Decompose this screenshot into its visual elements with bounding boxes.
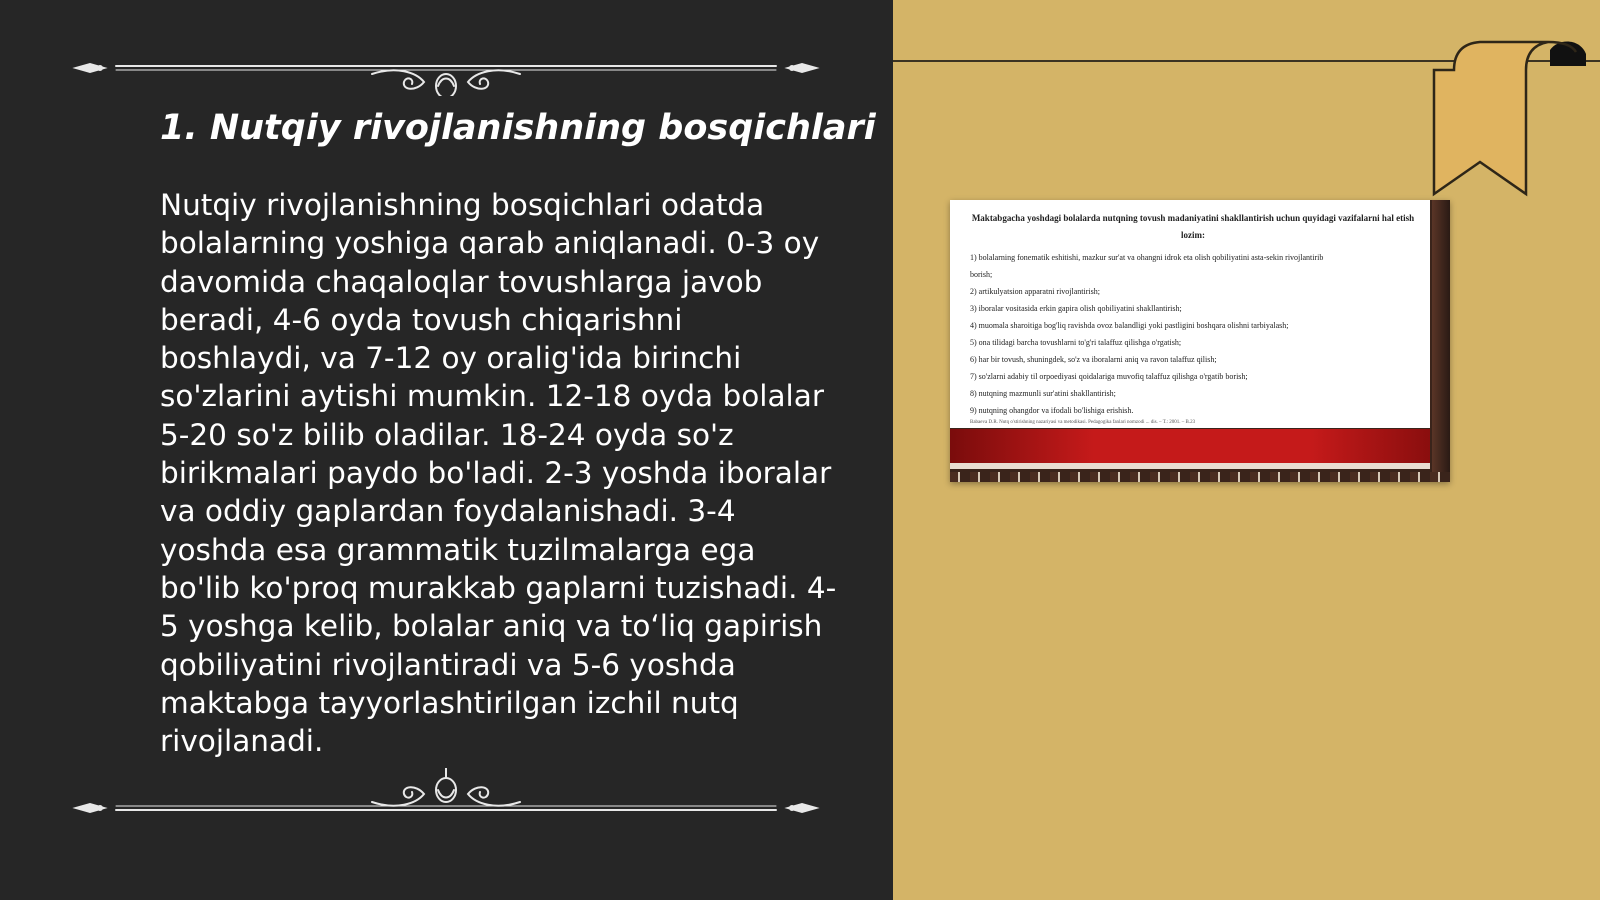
picture-frame-bottom — [950, 472, 1450, 482]
document-source-note: Babaeva D.R. Nutq o'stirishning nazariyasi va metodikasi. Pedagogika fanlari nomzodi ... dis. – T.: 2001. – B.23 — [970, 420, 1196, 425]
document-image — [950, 200, 1450, 482]
banner-bottom-edge — [950, 463, 1430, 469]
picture-frame-edge — [1432, 200, 1450, 482]
document-heading: Maktabgacha yoshdagi bolalarda nutqning tovush madaniyatini shakllantirish uchun quyidagi vazifalarni hal etish lozim: — [971, 213, 1415, 240]
document-page — [950, 200, 1430, 428]
document-list-item: 9) nutqning ohangdor va ifodali bo'lishiga erishish. — [970, 406, 1134, 415]
document-list-item: 7) so'zlarni adabiy til orpoediyasi qoidalariga muvofiq talaffuz qilishga o'rgatib borish; — [970, 372, 1248, 381]
red-banner-stripe — [950, 429, 1430, 463]
document-list-item: 6) har bir tovush, shuningdek, so'z va iboralarni aniq va ravon talaffuz qilish; — [970, 355, 1217, 364]
document-list-item: borish; — [970, 270, 993, 279]
bookmark-ribbon-icon — [1430, 36, 1590, 198]
document-list-item: 1) bolalarning fonematik eshitishi, mazkur sur'at va ohangni idrok eta olish qobiliyatini asta-sekin rivojlantirib — [970, 253, 1324, 262]
document-list-item: 8) nutqning mazmunli sur'atini shakllantirish; — [970, 389, 1116, 398]
document-list-item: 5) ona tilidagi barcha tovushlarni to'g'ri talaffuz qilishga o'rgatish; — [970, 338, 1182, 347]
document-list-item: 3) iboralar vositasida erkin gapira olish qobiliyatini shakllantirish; — [970, 304, 1182, 313]
ornament-divider-bottom-icon — [66, 768, 826, 828]
document-list-item: 2) artikulyatsion apparatni rivojlantirish; — [970, 287, 1100, 296]
document-task-list — [970, 249, 1416, 419]
slide-title: 1. Nutqiy rivojlanishning bosqichlari — [160, 108, 876, 148]
document-list-item: 4) muomala sharoitiga bog'liq ravishda ovoz balandligi yoki pastligini boshqara olishni tarbiyalash; — [970, 321, 1289, 330]
ornament-divider-top-icon — [66, 36, 826, 96]
slide-body-text: Nutqiy rivojlanishning bosqichlari odatda bolalarning yoshiga qarab aniqlanadi. 0-3 oy davomida chaqaloqlar tovushlarga javob beradi, 4-6 oyda tovush chiqarishni boshlaydi, va 7-12 oy oralig'ida birinchi so'zlarini aytishi mumkin. 12-18 oyda bolalar 5-20 so'z bilib oladilar. 18-24 oyda so'z birikmalari paydo bo'ladi. 2-3 yoshda iboralar va oddiy gaplardan foydalanishadi. 3-4 yoshda esa grammatik tuzilmalarga ega bo'lib ko'proq murakkab gaplarni tuzishadi. 4-5 yoshga kelib, bolalar aniq va to‘liq gapirish qobiliyatini rivojlantiradi va 5-6 yoshda maktabga tayyorlashtirilgan izchil nutq rivojlanadi. — [160, 188, 837, 759]
